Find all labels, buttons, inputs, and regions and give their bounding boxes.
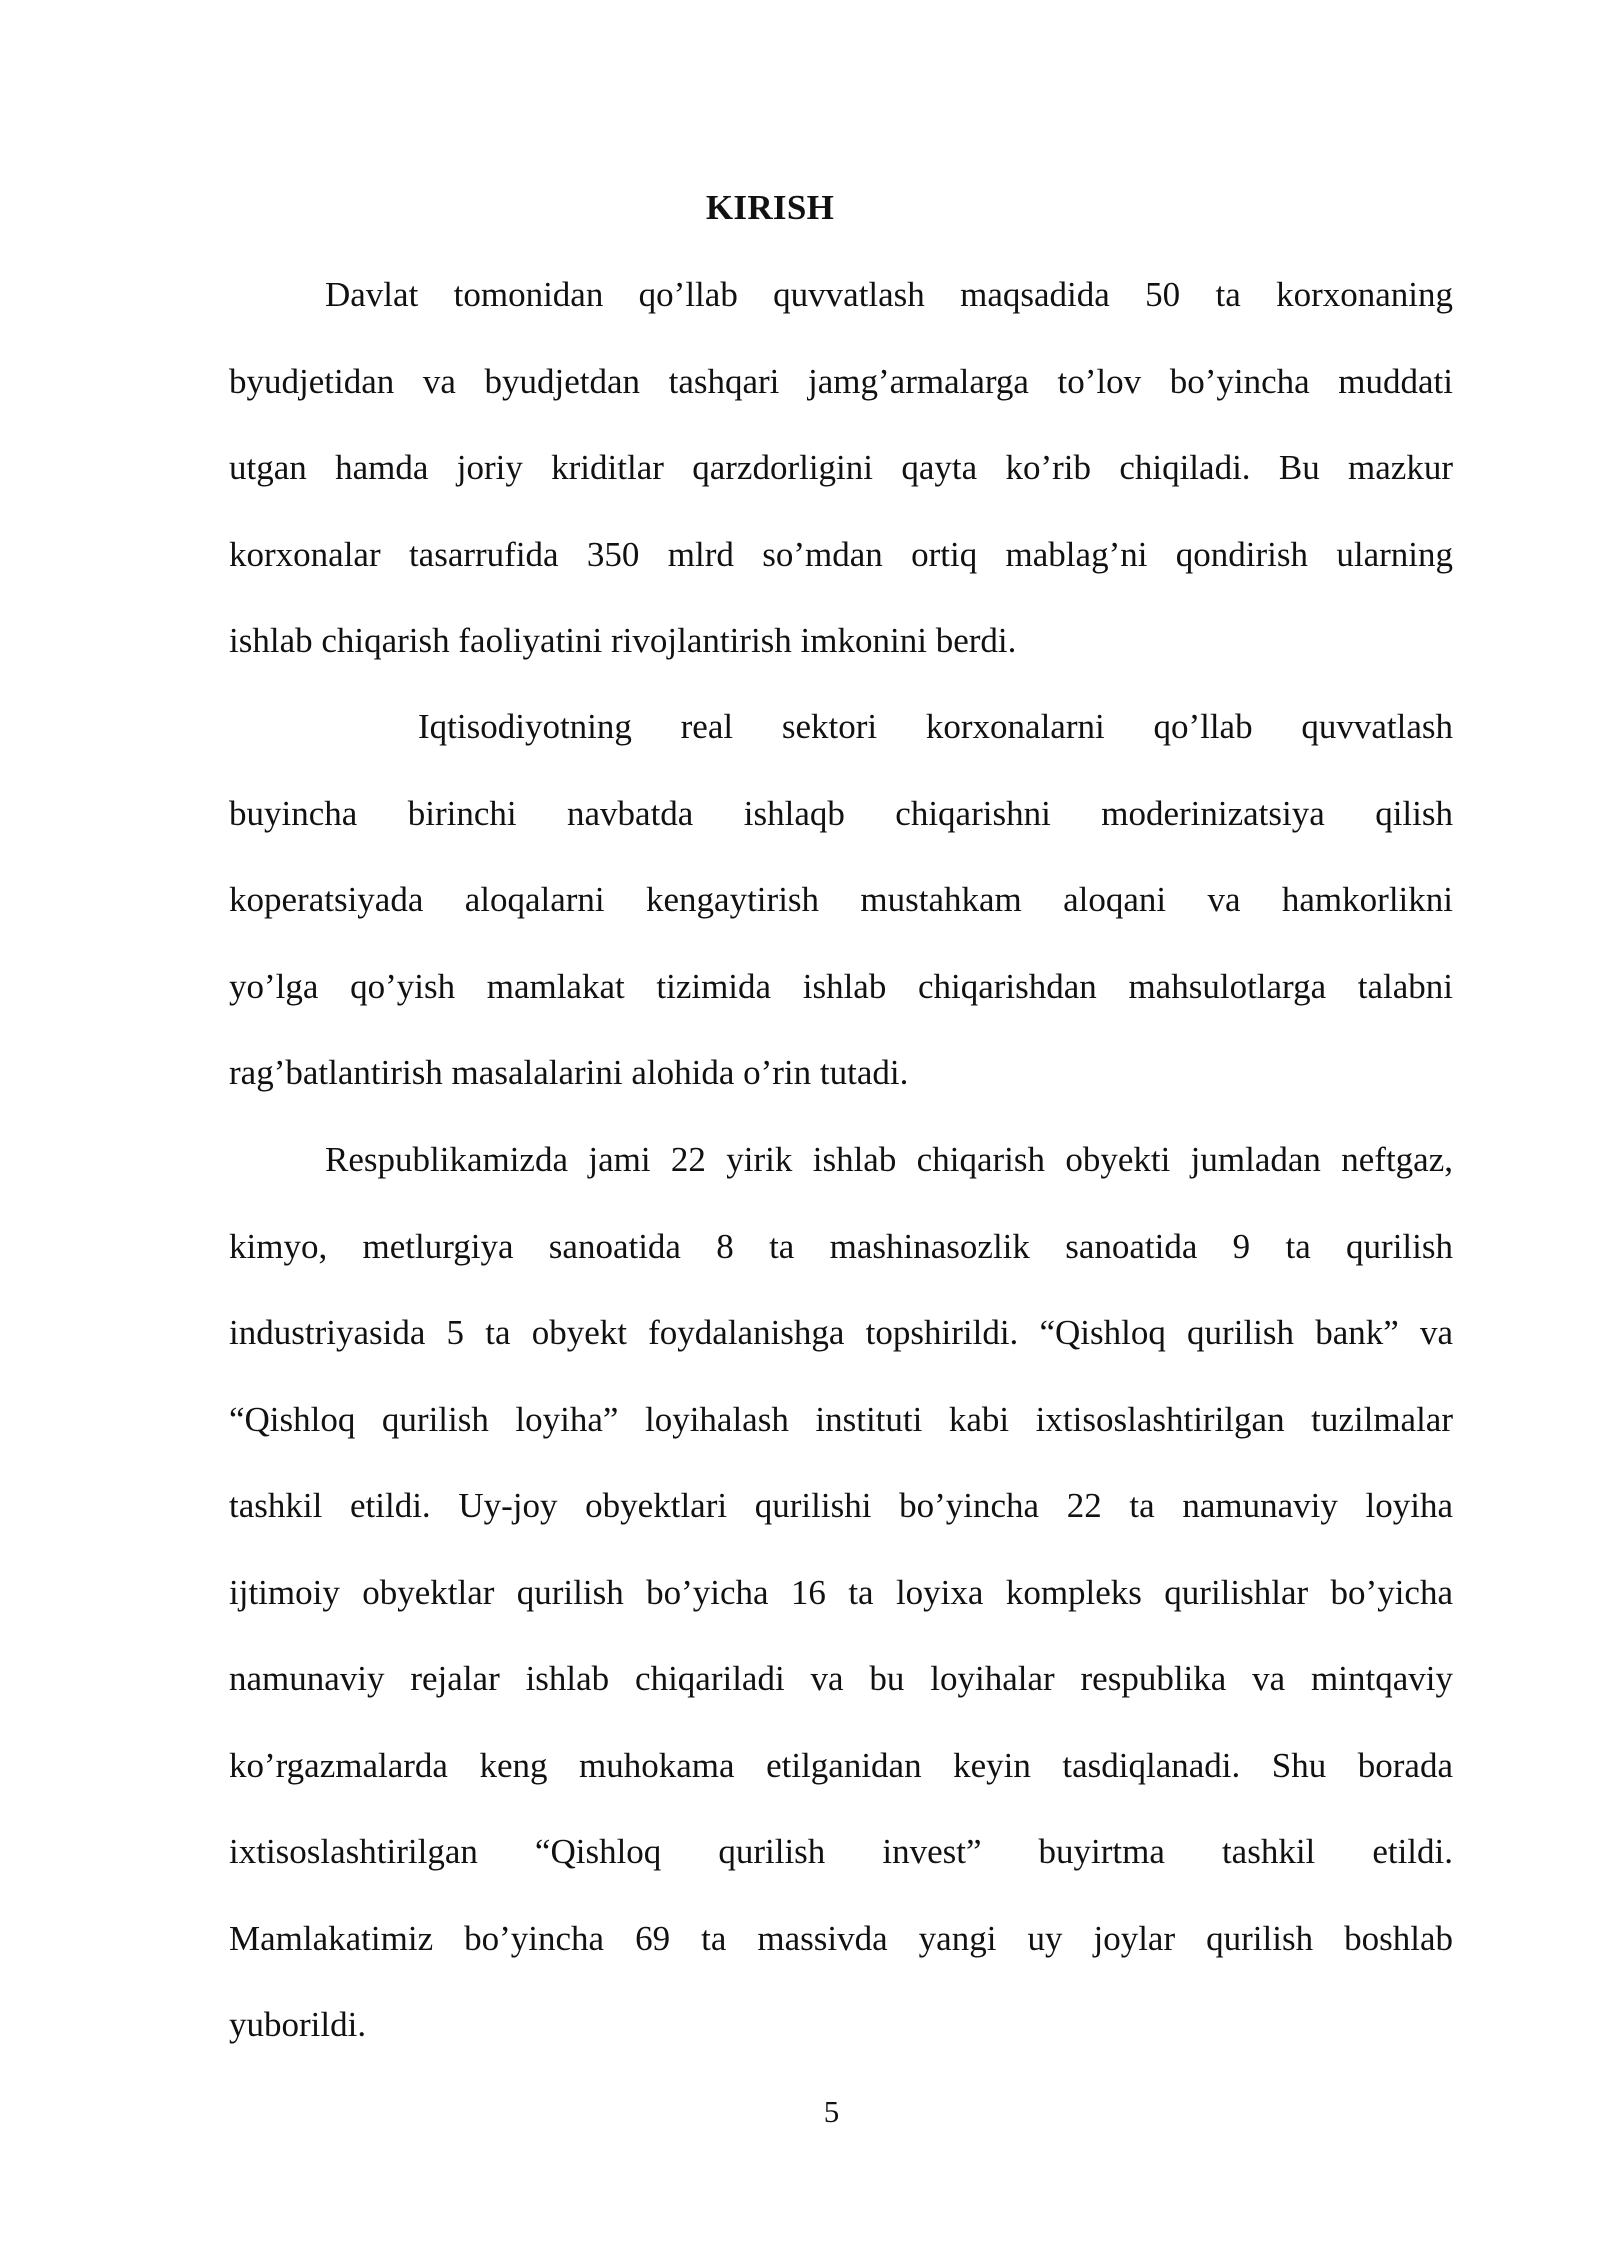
paragraph-line: utgan hamda joriy kriditlar qarzdorligini qayta ko’rib chiqiladi. Bu mazkur <box>229 448 1453 487</box>
paragraph-line: namunaviy rejalar ishlab chiqariladi va bu loyihalar respublika va mintqaviy <box>229 1659 1453 1698</box>
paragraph-line: kimyo, metlurgiya sanoatida 8 ta mashinasozlik sanoatida 9 ta qurilish <box>229 1226 1453 1266</box>
paragraph-line: korxonalar tasarrufida 350 mlrd so’mdan ortiq mablag’ni qondirish ularning <box>229 534 1453 574</box>
paragraph-line: buyincha birinchi navbatda ishlaqb chiqarishni moderinizatsiya qilish <box>229 793 1453 833</box>
paragraph-1 <box>229 265 1453 698</box>
paragraph-line: ixtisoslashtirilgan “Qishloq qurilish invest” buyirtma tashkil etildi. <box>229 1832 1453 1871</box>
paragraph-line: industriyasida 5 ta obyekt foydalanishga topshirildi. “Qishloq qurilish bank” va <box>229 1313 1453 1352</box>
paragraph-line: “Qishloq qurilish loyiha” loyihalash instituti kabi ixtisoslashtirilgan tuzilmalar <box>229 1399 1453 1439</box>
paragraph-line: yo’lga qo’yish mamlakat tizimida ishlab chiqarishdan mahsulotlarga talabni <box>229 966 1453 1006</box>
paragraph-line: Respublikamizda jami 22 yirik ishlab chiqarish obyekti jumladan neftgaz, <box>325 1140 1453 1179</box>
section-heading: KIRISH <box>705 188 835 227</box>
paragraph-line: ijtimoiy obyektlar qurilish bo’yicha 16 ta loyixa kompleks qurilishlar bo’yicha <box>229 1572 1453 1612</box>
paragraph-line: rag’batlantirish masalalarini alohida o’rin tutadi. <box>229 1053 909 1092</box>
page-number: 5 <box>823 2094 840 2129</box>
paragraph-line: Davlat tomonidan qo’llab quvvatlash maqsadida 50 ta korxonaning <box>325 275 1453 314</box>
paragraph-line: ko’rgazmalarda keng muhokama etilganidan keyin tasdiqlanadi. Shu borada <box>229 1745 1453 1785</box>
paragraph-line: tashkil etildi. Uy-joy obyektlari qurilishi bo’yincha 22 ta namunaviy loyiha <box>229 1486 1453 1525</box>
paragraph-line: yuborildi. <box>229 2005 367 2044</box>
paragraph-line: ishlab chiqarish faoliyatini rivojlantirish imkonini berdi. <box>229 621 1017 660</box>
paragraph-line: byudjetidan va byudjetdan tashqari jamg’armalarga to’lov bo’yincha muddati <box>229 361 1453 401</box>
paragraph-line: koperatsiyada aloqalarni kengaytirish mustahkam aloqani va hamkorlikni <box>229 880 1453 919</box>
paragraph-2 <box>229 697 1453 1130</box>
paragraph-3 <box>229 1130 1453 2082</box>
paragraph-line: Mamlakatimiz bo’yincha 69 ta massivda yangi uy joylar qurilish boshlab <box>229 1918 1453 1958</box>
paragraph-line: Iqtisodiyotning real sektori korxonalarni qo’llab quvvatlash <box>418 707 1453 746</box>
